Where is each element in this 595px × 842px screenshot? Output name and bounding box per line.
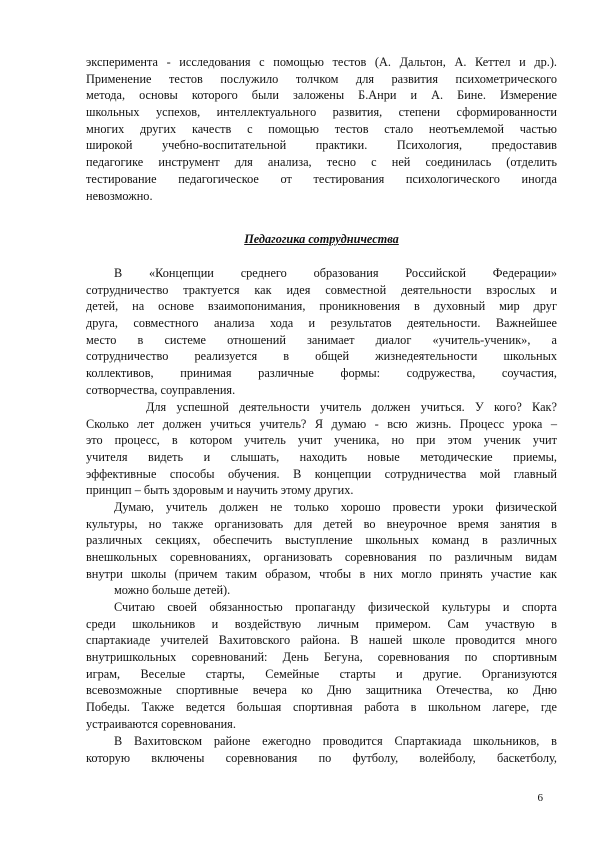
text-line: коллективов, принимая различные формы: содружества, соучастия, bbox=[86, 366, 557, 381]
text-line: невозможно. bbox=[86, 188, 153, 203]
text-line: внешкольных соревнованиях, организовать соревнования по различным видам bbox=[86, 550, 557, 565]
section-heading: Педагогика сотрудничества bbox=[244, 232, 399, 246]
text-line: различных секциях, обеспечить выступление школьных команд в различных bbox=[86, 533, 557, 548]
text-line: это процесс, в котором учитель учит ученика, но при этом ученик учит bbox=[86, 433, 557, 448]
paragraph-sports-promotion bbox=[86, 599, 557, 733]
text-line: тестирование педагогическое от тестирования психологического иногда bbox=[86, 171, 557, 186]
text-line: метода, основы которого были заложены Б.Анри и А. Бине. Измерение bbox=[86, 88, 557, 103]
text-line: В «Концепции среднего образования Российской Федерации» bbox=[114, 266, 557, 280]
text-line: широкой учебно-воспитательной практики. Психология, предоставив bbox=[86, 138, 557, 153]
text-line: внутри школы (причем таким образом, чтобы в них могло принять участие как bbox=[86, 566, 557, 581]
text-line: Сколько лет должен учиться учитель? Я думаю - всю жизнь. Процесс урока – bbox=[86, 416, 557, 431]
text-line: учителя видеть и слышать, находить новые методические приемы, bbox=[86, 450, 557, 465]
text-line: сотворчества, соуправления. bbox=[86, 382, 236, 397]
text-line: сотрудничество трактуется как идея совместной деятельности взрослых и bbox=[86, 282, 557, 297]
text-line: многих других качеств с помощью тестов стало неотъемлемой частью bbox=[86, 121, 557, 136]
text-line: Считаю своей обязанностью пропаганду физической культуры и спорта bbox=[114, 600, 557, 614]
paragraph-extracurricular bbox=[86, 499, 557, 599]
text-line: место в системе отношений занимает диалог «учитель-ученик», а bbox=[86, 332, 557, 347]
text-line: всевозможные спортивные вечера ко Дню защитника Отечества, ко Дню bbox=[86, 683, 557, 698]
text-line: устраиваются соревнования. bbox=[86, 716, 236, 731]
text-line: педагогике инструмент для анализа, тесно с ней соединилась (отделить bbox=[86, 155, 557, 170]
text-line: друга, совместного анализа хода и результатов деятельности. Важнейшее bbox=[86, 316, 557, 331]
paragraph-spartakiad bbox=[86, 733, 557, 766]
text-line: играм, Веселые старты, Семейные старты и другие. Организуются bbox=[86, 666, 557, 681]
text-line: спартакиаде учителей Вахитовского района. В нашей школе проводится много bbox=[86, 633, 557, 648]
text-line: Победы. Также ведется большая спортивная работа в школьном лагере, где bbox=[86, 700, 557, 715]
text-line: Для успешной деятельности учитель должен учиться. У кого? Как? bbox=[146, 400, 557, 414]
text-line: эффективные способы обучения. В концепции сотрудничества мой главный bbox=[86, 466, 557, 481]
page-number: 6 bbox=[537, 792, 543, 804]
paragraph-teacher-learning bbox=[86, 399, 557, 499]
text-line: Применение тестов послужило толчком для развития психометрического bbox=[86, 71, 557, 86]
text-line: школьных успехов, интеллектуального развития, степени сформированности bbox=[86, 105, 557, 120]
text-line: Думаю, учитель должен не только хорошо провести уроки физической bbox=[114, 500, 557, 514]
text-line: внутришкольных соревнований: День Бегуна, соревнования по спортивным bbox=[86, 650, 557, 665]
paragraph-cooperation-concept bbox=[86, 265, 557, 399]
text-line: детей, на основе взаимопонимания, проникновения в духовный мир друг bbox=[86, 299, 557, 314]
text-line: эксперимента - исследования с помощью тестов (А. Дальтон, А. Кеттел и др.). bbox=[86, 55, 557, 69]
text-line: принцип – быть здоровым и научить этому других. bbox=[86, 483, 354, 498]
text-line: среди школьников и воздействую личным примером. Сам участвую в bbox=[86, 616, 557, 631]
text-line: которую включены соревнования по футболу, волейболу, баскетболу, bbox=[86, 750, 557, 765]
text-line: можно больше детей). bbox=[114, 583, 231, 598]
text-line: В Вахитовском районе ежегодно проводится Спартакиада школьников, в bbox=[114, 734, 557, 748]
paragraph-testing-history bbox=[86, 54, 557, 204]
text-line: сотрудничество реализуется в общей жизнедеятельности школьных bbox=[86, 349, 557, 364]
text-line: культуры, но также организовать для детей во внеурочное время занятия в bbox=[86, 516, 557, 531]
